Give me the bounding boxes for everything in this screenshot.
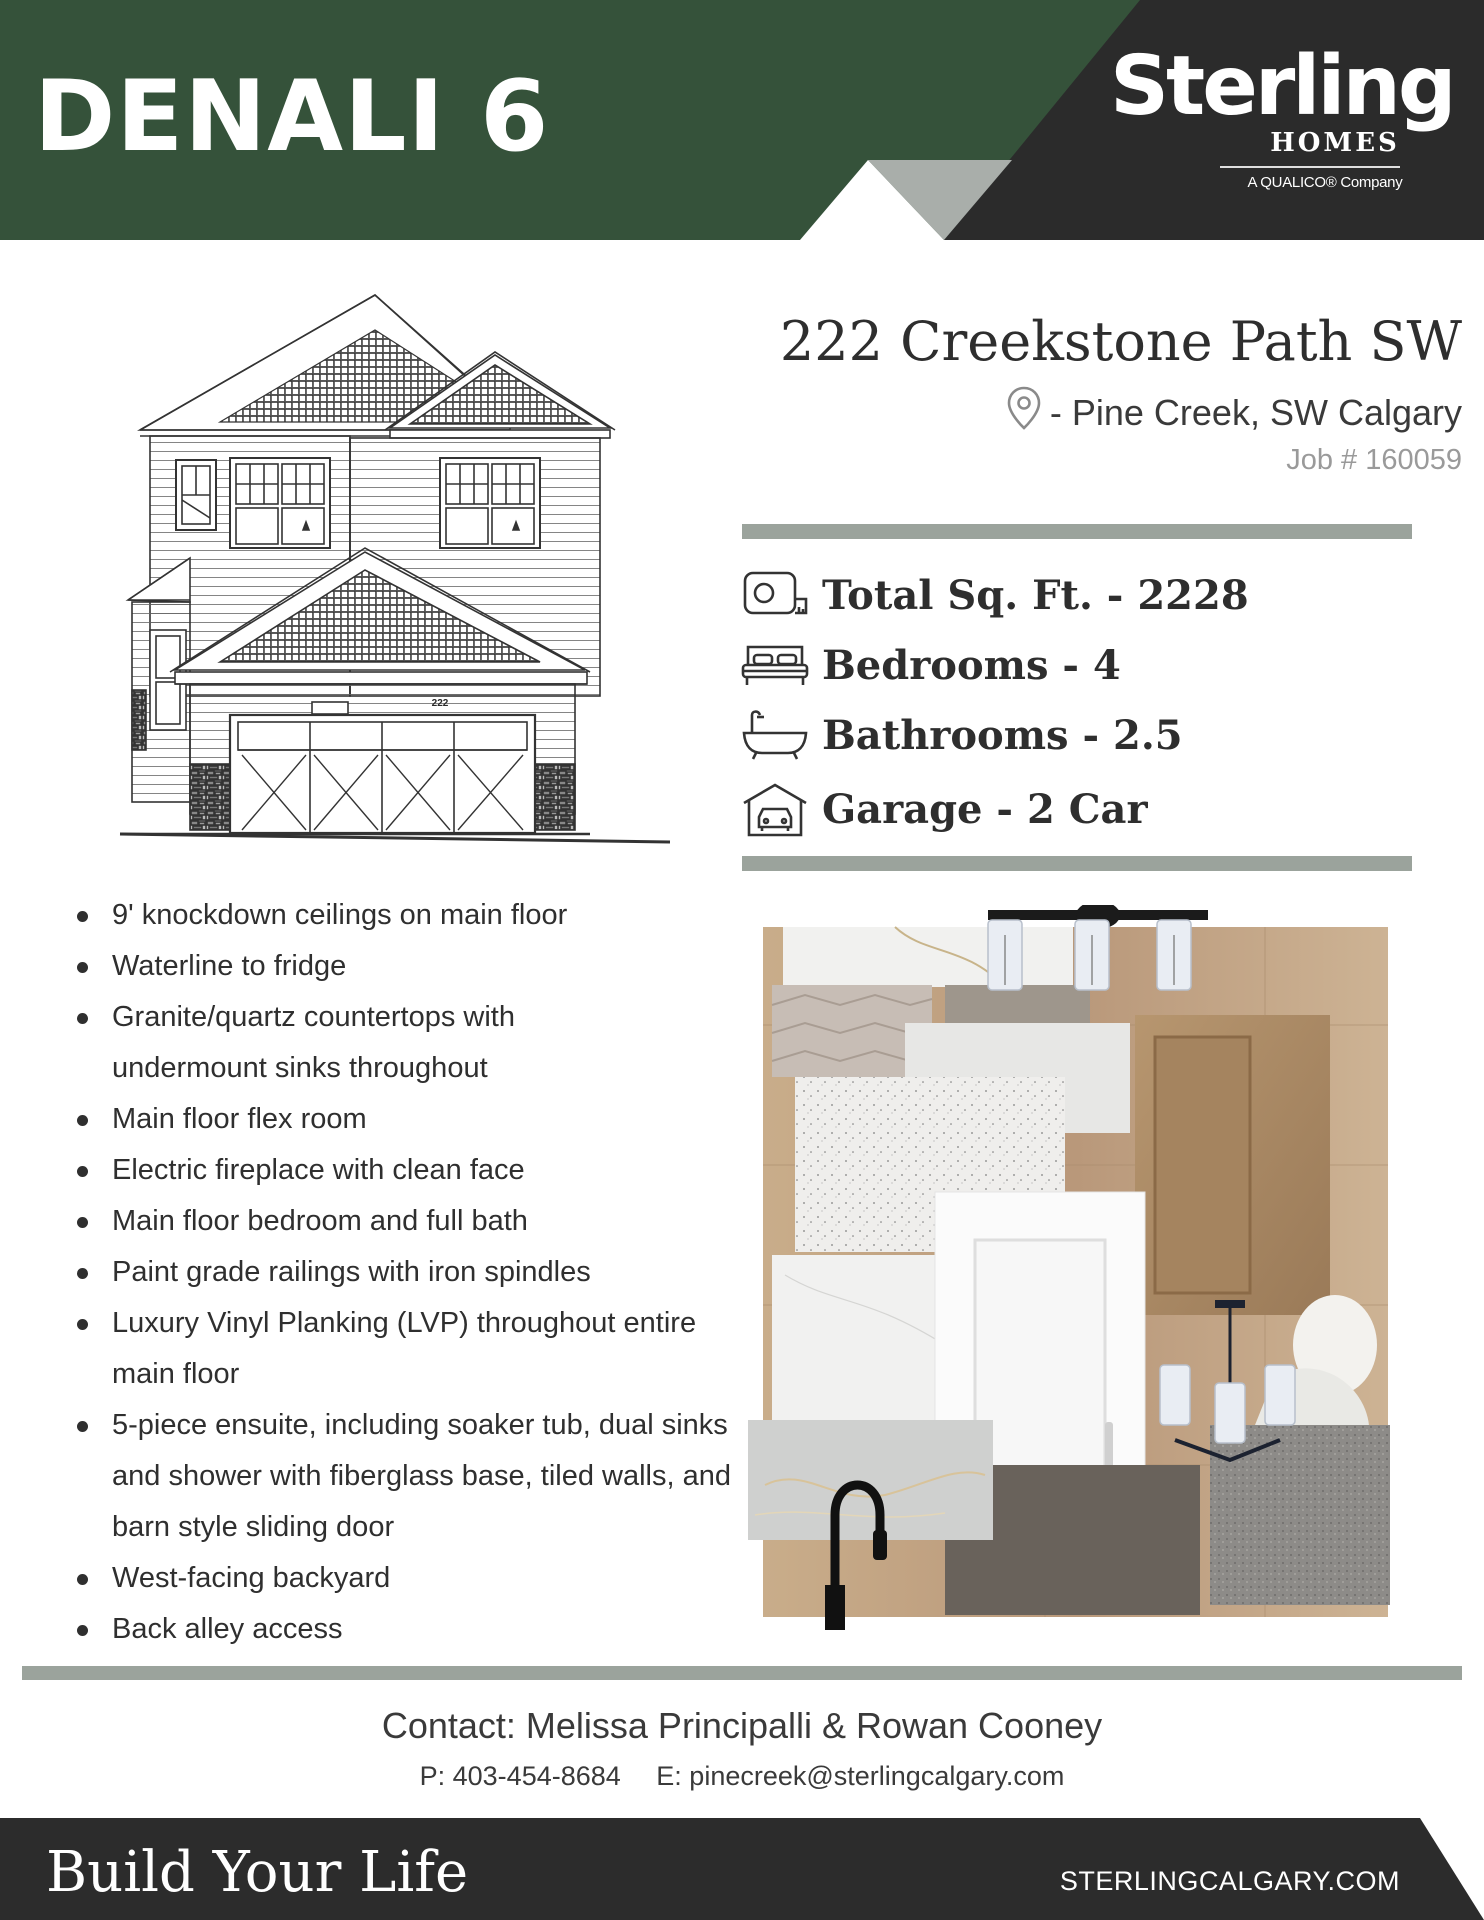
property-address-block: [742, 312, 1462, 477]
sterling-homes-logo: [1110, 39, 1454, 191]
header-banner: [0, 0, 1484, 240]
house-elevation-drawing: [110, 290, 680, 850]
map-pin-icon: [1006, 385, 1042, 440]
spec-garage: [740, 774, 1380, 844]
list-item: Waterline to fridge: [72, 941, 742, 992]
contact-names: Contact: Melissa Principalli & Rowan Cooney: [381, 1705, 1103, 1746]
contact-block: [0, 1705, 1484, 1792]
logo-parent-company: A QUALICO® Company: [1247, 173, 1403, 191]
logo-divider: [1220, 166, 1400, 168]
spec-garage-label: Garage - 2 Car: [822, 785, 1148, 833]
list-item: 9' knockdown ceilings on main floor: [72, 890, 742, 941]
logo-homes: HOMES: [1270, 127, 1400, 158]
spec-bathrooms: [740, 700, 1380, 770]
community-line: [742, 385, 1462, 440]
spec-bedrooms: [740, 630, 1380, 700]
spec-sqft: [740, 560, 1380, 630]
spec-list: [740, 560, 1380, 844]
bed-icon: [740, 637, 810, 693]
bathtub-icon: [740, 707, 810, 763]
contact-email: E: pinecreek@sterlingcalgary.com: [656, 1761, 1065, 1791]
footer-banner: [0, 1818, 1484, 1920]
website-link[interactable]: STERLINGCALGARY.COM: [1059, 1866, 1400, 1896]
footer-tagline: Build Your Life: [46, 1840, 469, 1905]
community-name: - Pine Creek, SW Calgary: [1049, 391, 1462, 433]
garage-icon: [740, 781, 810, 837]
tape-measure-icon: [740, 567, 810, 623]
list-item: Paint grade railings with iron spindles: [72, 1247, 742, 1298]
list-item: Luxury Vinyl Planking (LVP) throughout entire main floor: [72, 1298, 732, 1400]
list-item: Main floor flex room: [72, 1094, 742, 1145]
list-item: Main floor bedroom and full bath: [72, 1196, 742, 1247]
street-address: 222 Creekstone Path SW: [779, 310, 1462, 373]
list-item: Granite/quartz countertops with undermount sinks throughout: [72, 992, 572, 1094]
list-item: 5-piece ensuite, including soaker tub, dual sinks and shower with fiberglass base, tiled walls, and barn style sliding door: [72, 1400, 732, 1553]
house-number-plaque: 222: [431, 698, 449, 709]
contact-details: [0, 1761, 1484, 1792]
footer-divider: [22, 1666, 1462, 1680]
list-item: Electric fireplace with clean face: [72, 1145, 742, 1196]
spec-bathrooms-label: Bathrooms - 2.5: [822, 711, 1183, 759]
finishes-mood-board: [745, 905, 1410, 1635]
model-name: DENALI 6: [34, 60, 550, 174]
list-item: West-facing backyard: [72, 1553, 742, 1604]
specs-bottom-divider: [742, 856, 1412, 871]
specs-top-divider: [742, 524, 1412, 539]
logo-brand: Sterling: [1110, 39, 1454, 134]
job-number: Job # 160059: [1286, 444, 1462, 477]
spec-bedrooms-label: Bedrooms - 4: [822, 641, 1121, 689]
list-item: Back alley access: [72, 1604, 742, 1655]
contact-phone: P: 403-454-8684: [419, 1761, 621, 1791]
spec-sqft-label: Total Sq. Ft. - 2228: [822, 571, 1249, 619]
feature-list: [72, 890, 742, 1655]
